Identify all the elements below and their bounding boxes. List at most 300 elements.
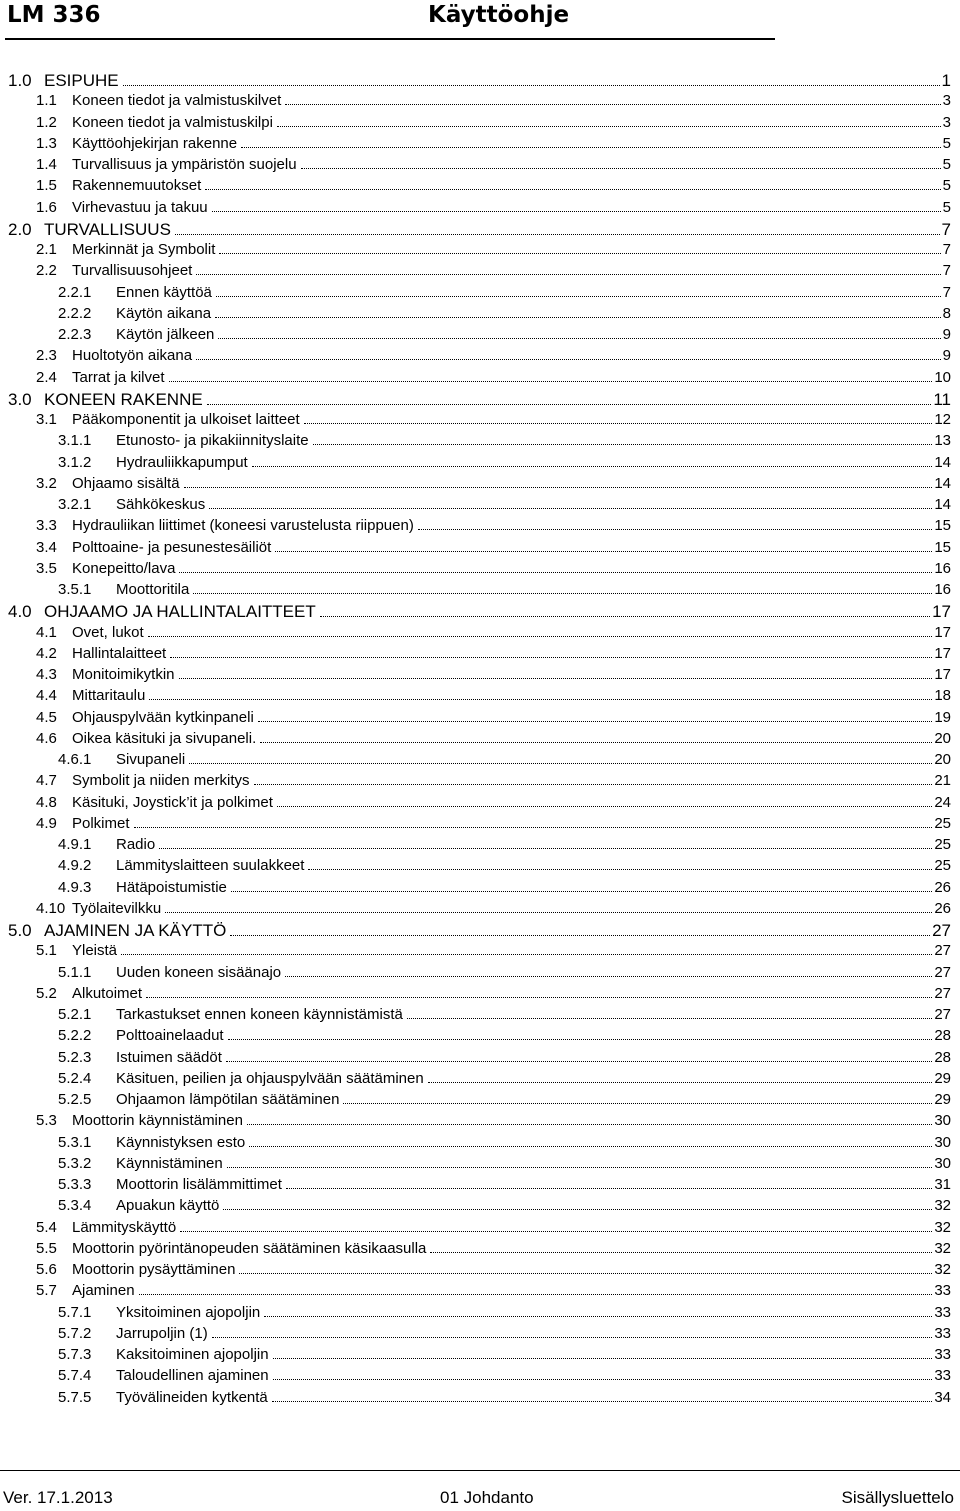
toc-entry-page: 5: [942, 177, 951, 195]
toc-entry-page: 3: [942, 92, 951, 110]
toc-leader-dots: [430, 1241, 932, 1253]
toc-entry-page: 17: [932, 602, 951, 622]
toc-entry-number: 4.3: [36, 666, 57, 683]
toc-leader-dots: [159, 838, 932, 850]
toc-entry-page: 27: [932, 921, 951, 940]
toc-leader-dots: [272, 1390, 933, 1402]
toc-entry[interactable]: [0, 964, 960, 981]
toc-entry-page: 5: [942, 134, 951, 152]
toc-entry-title: Ajaminen: [72, 1282, 135, 1300]
toc-leader-dots: [175, 222, 940, 235]
toc-leader-dots: [189, 753, 932, 765]
toc-entry-title: Työvälineiden kytkentä: [116, 1388, 268, 1406]
toc-entry-page: 25: [934, 857, 951, 875]
toc-entry-page: 33: [934, 1367, 951, 1385]
toc-entry[interactable]: [0, 156, 960, 173]
toc-entry-number: 5.2.2: [58, 1027, 92, 1045]
toc-entry[interactable]: [0, 1346, 960, 1363]
toc-entry-title: OHJAAMO JA HALLINTALAITTEET: [44, 602, 316, 622]
toc-entry-page: 14: [934, 453, 951, 471]
footer-section: Sisällysluettelo: [841, 1488, 954, 1507]
toc-entry[interactable]: [0, 135, 960, 152]
toc-entry-page: 29: [934, 1091, 951, 1108]
toc-entry-title: Ohjaamo sisältä: [72, 474, 180, 492]
toc-entry-number: 5.0: [8, 921, 32, 940]
toc-leader-dots: [228, 1029, 933, 1041]
toc-entry[interactable]: [0, 1027, 960, 1044]
toc-entry[interactable]: [0, 432, 960, 449]
toc-entry[interactable]: [0, 857, 960, 874]
toc-leader-dots: [179, 561, 932, 573]
toc-entry-number: 5.7.3: [58, 1346, 92, 1363]
toc-entry-number: 2.0: [8, 219, 32, 239]
toc-leader-dots: [304, 413, 933, 425]
toc-leader-dots: [149, 689, 932, 701]
toc-entry-number: 5.1: [36, 942, 57, 960]
toc-entry-title: Oikea käsituki ja sivupaneli.: [72, 729, 257, 747]
toc-leader-dots: [134, 816, 933, 828]
toc-entry-title: Käyttöohjekirjan rakenne: [72, 134, 238, 152]
toc-entry-number: 5.2.5: [58, 1091, 92, 1108]
toc-entry-number: 4.4: [36, 687, 57, 705]
toc-leader-dots: [205, 179, 940, 191]
toc-entry-page: 30: [934, 1133, 951, 1151]
toc-leader-dots: [249, 1135, 932, 1147]
toc-entry-title: Käynnistäminen: [116, 1154, 223, 1172]
toc-leader-dots: [428, 1071, 933, 1083]
toc-entry-title: Ohjauspylvään kytkinpaneli: [72, 708, 254, 726]
toc-entry-title: Ennen käyttöä: [116, 283, 212, 301]
toc-leader-dots: [285, 94, 940, 106]
toc-entry-page: 33: [934, 1324, 951, 1342]
footer-chapter: 01 Johdanto: [440, 1488, 534, 1507]
toc-leader-dots: [123, 73, 940, 86]
toc-entry-title: Ovet, lukot: [72, 623, 144, 641]
toc-entry-title: Käsituen, peilien ja ohjauspylvään säätäminen: [116, 1069, 424, 1087]
toc-entry-title: Käsituki, Joystick’it ja polkimet: [72, 793, 273, 811]
toc-entry-number: 4.0: [8, 602, 32, 622]
toc-entry-title: Istuimen säädöt: [116, 1048, 222, 1066]
toc-entry-page: 19: [934, 708, 951, 726]
toc-entry[interactable]: [0, 624, 960, 641]
toc-entry[interactable]: [0, 900, 960, 917]
toc-entry-title: Tarrat ja kilvet: [72, 368, 165, 386]
toc-entry[interactable]: [0, 1240, 960, 1257]
toc-entry[interactable]: [0, 71, 960, 91]
toc-entry-title: Moottorin käynnistäminen: [72, 1112, 243, 1130]
toc-entry-title: AJAMINEN JA KÄYTTÖ: [44, 921, 227, 940]
toc-entry-number: 3.2: [36, 474, 57, 492]
toc-entry-number: 5.5: [36, 1239, 57, 1257]
toc-entry[interactable]: [0, 1261, 960, 1278]
toc-entry-number: 5.3.1: [58, 1133, 92, 1151]
toc-entry-title: Konepeitto/lava: [72, 559, 176, 577]
toc-entry[interactable]: [0, 347, 960, 364]
toc-entry-number: 4.9.2: [58, 857, 92, 875]
toc-entry-title: Koneen tiedot ja valmistuskilvet: [72, 92, 282, 110]
toc-entry-page: 17: [934, 666, 951, 683]
toc-entry-number: 2.1: [36, 241, 57, 258]
toc-entry-page: 27: [934, 1006, 951, 1023]
toc-entry[interactable]: [0, 1367, 960, 1384]
toc-entry-number: 1.3: [36, 134, 57, 152]
toc-entry-page: 30: [934, 1112, 951, 1130]
toc-entry[interactable]: [0, 199, 960, 216]
toc-entry-page: 9: [942, 347, 951, 365]
toc-entry[interactable]: [0, 751, 960, 768]
toc-entry-title: Turvallisuusohjeet: [72, 262, 193, 280]
toc-entry[interactable]: [0, 1325, 960, 1342]
toc-entry-page: 12: [934, 411, 951, 428]
toc-entry[interactable]: [0, 1049, 960, 1066]
toc-entry-page: 32: [934, 1197, 951, 1215]
toc-entry[interactable]: [0, 305, 960, 322]
toc-entry-title: Jarrupoljin (1): [116, 1324, 208, 1342]
toc-entry-number: 5.7.1: [58, 1303, 92, 1321]
toc-entry-page: 10: [934, 368, 951, 386]
toc-entry[interactable]: [0, 177, 960, 194]
toc-entry-title: Käytön jälkeen: [116, 326, 215, 343]
toc-entry-page: 25: [934, 836, 951, 853]
toc-entry-page: 20: [934, 729, 951, 747]
toc-entry-page: 29: [934, 1069, 951, 1087]
toc-entry-title: Moottorin lisälämmittimet: [116, 1176, 282, 1193]
toc-entry-title: Sivupaneli: [116, 751, 186, 768]
toc-entry[interactable]: [0, 772, 960, 789]
toc-entry-page: 13: [934, 432, 951, 450]
toc-leader-dots: [193, 583, 932, 595]
toc-entry-title: KONEEN RAKENNE: [44, 389, 203, 409]
toc-entry-title: Työlaitevilkku: [72, 899, 162, 917]
toc-entry[interactable]: [0, 1282, 960, 1299]
toc-leader-dots: [215, 306, 941, 318]
toc-entry-title: Hydrauliikkapumput: [116, 453, 248, 471]
toc-entry-page: 16: [934, 581, 951, 598]
toc-entry-title: Moottoritila: [116, 581, 190, 598]
toc-entry-title: Hallintalaitteet: [72, 644, 167, 662]
toc-entry-page: 33: [934, 1346, 951, 1363]
toc-leader-dots: [169, 370, 933, 382]
toc-leader-dots: [254, 774, 933, 786]
toc-entry-number: 3.0: [8, 389, 32, 409]
document-title: Käyttöohje: [428, 2, 570, 28]
toc-entry-number: 3.1.1: [58, 432, 92, 450]
toc-entry[interactable]: [0, 390, 960, 410]
toc-entry-number: 1.1: [36, 92, 57, 110]
toc-leader-dots: [343, 1093, 932, 1105]
toc-entry-number: 4.6: [36, 729, 57, 747]
toc-entry-number: 5.7.4: [58, 1367, 92, 1385]
toc-entry-title: Moottorin pyörintänopeuden säätäminen käsikaasulla: [72, 1239, 427, 1257]
toc-entry-number: 5.6: [36, 1261, 57, 1278]
toc-entry-page: 31: [934, 1176, 951, 1193]
toc-entry-number: 5.2.1: [58, 1006, 92, 1023]
toc-entry-title: Polttoainelaadut: [116, 1027, 224, 1045]
toc-entry-number: 4.9: [36, 814, 57, 832]
toc-entry-page: 11: [933, 389, 951, 409]
toc-entry-page: 28: [934, 1027, 951, 1045]
toc-entry[interactable]: [0, 92, 960, 109]
toc-entry-page: 34: [934, 1388, 951, 1406]
toc-entry-page: 7: [942, 283, 951, 301]
toc-entry[interactable]: [0, 454, 960, 471]
toc-leader-dots: [247, 1114, 932, 1126]
toc-entry-title: ESIPUHE: [44, 71, 119, 90]
toc-entry-number: 3.1: [36, 411, 57, 428]
toc-entry-number: 1.0: [8, 71, 32, 90]
toc-entry-page: 17: [934, 623, 951, 641]
toc-entry-page: 1: [941, 71, 951, 90]
toc-entry-title: Tarkastukset ennen koneen käynnistämistä: [116, 1006, 403, 1023]
toc-entry[interactable]: [0, 1006, 960, 1023]
toc-leader-dots: [180, 1220, 932, 1232]
toc-entry-title: Pääkomponentit ja ulkoiset laitteet: [72, 411, 300, 428]
toc-leader-dots: [277, 115, 941, 127]
toc-entry-title: Lämmityslaitteen suulakkeet: [116, 857, 305, 875]
toc-entry-title: Ohjaamon lämpötilan säätäminen: [116, 1091, 340, 1108]
toc-entry-number: 2.2.3: [58, 326, 92, 343]
toc-entry-number: 5.2.3: [58, 1048, 92, 1066]
toc-leader-dots: [146, 986, 932, 998]
toc-entry-title: Lämmityskäyttö: [72, 1218, 177, 1236]
toc-entry[interactable]: [0, 369, 960, 386]
toc-entry-title: Mittaritaulu: [72, 687, 146, 705]
toc-entry[interactable]: [0, 709, 960, 726]
toc-entry-title: Käytön aikana: [116, 304, 212, 322]
toc-leader-dots: [301, 158, 941, 170]
toc-entry-number: 5.4: [36, 1218, 57, 1236]
toc-entry-page: 33: [934, 1303, 951, 1321]
toc-leader-dots: [285, 965, 932, 977]
toc-entry[interactable]: [0, 539, 960, 556]
toc-entry-number: 4.5: [36, 708, 57, 726]
toc-entry[interactable]: [0, 114, 960, 131]
toc-entry[interactable]: [0, 1091, 960, 1108]
toc-entry-number: 4.9.3: [58, 878, 92, 896]
toc-leader-dots: [418, 519, 932, 531]
toc-entry-title: Merkinnät ja Symbolit: [72, 241, 216, 258]
toc-entry[interactable]: [0, 687, 960, 704]
toc-leader-dots: [275, 540, 932, 552]
toc-leader-dots: [226, 1050, 932, 1062]
toc-entry[interactable]: [0, 1112, 960, 1129]
toc-entry[interactable]: [0, 1304, 960, 1321]
toc-entry[interactable]: [0, 942, 960, 959]
toc-entry[interactable]: [0, 1389, 960, 1406]
toc-leader-dots: [209, 498, 932, 510]
toc-entry-number: 5.2: [36, 984, 57, 1002]
toc-entry-number: 5.7.5: [58, 1388, 92, 1406]
toc-entry-number: 4.7: [36, 772, 57, 790]
toc-entry-number: 4.10: [36, 899, 66, 917]
toc-entry-number: 1.2: [36, 113, 57, 131]
toc-entry-page: 15: [934, 538, 951, 556]
toc-leader-dots: [219, 243, 940, 255]
toc-entry-page: 26: [934, 899, 951, 917]
toc-entry[interactable]: [0, 666, 960, 683]
toc-entry-title: Alkutoimet: [72, 984, 143, 1002]
toc-entry-title: Käynnistyksen esto: [116, 1133, 246, 1151]
toc-entry-number: 2.2.1: [58, 283, 92, 301]
toc-entry-number: 5.2.4: [58, 1069, 92, 1087]
toc-leader-dots: [227, 1156, 933, 1168]
page-footer: [0, 1470, 960, 1511]
toc-leader-dots: [260, 731, 932, 743]
toc-leader-dots: [239, 1263, 932, 1275]
toc-leader-dots: [179, 668, 933, 680]
toc-leader-dots: [241, 136, 941, 148]
toc-entry-page: 16: [934, 559, 951, 577]
toc-entry-page: 32: [934, 1261, 951, 1278]
toc-entry[interactable]: [0, 879, 960, 896]
toc-entry-page: 28: [934, 1048, 951, 1066]
toc-entry[interactable]: [0, 241, 960, 258]
toc-entry-number: 2.3: [36, 347, 57, 365]
toc-leader-dots: [184, 476, 933, 488]
toc-leader-dots: [216, 285, 941, 297]
toc-leader-dots: [313, 434, 933, 446]
toc-entry-title: Hydrauliikan liittimet (koneesi varustelusta riippuen): [72, 517, 414, 535]
toc-entry[interactable]: [0, 602, 960, 622]
toc-entry-title: Symbolit ja niiden merkitys: [72, 772, 250, 790]
toc-entry[interactable]: [0, 284, 960, 301]
toc-entry[interactable]: [0, 921, 960, 941]
toc-leader-dots: [212, 200, 941, 212]
toc-entry-title: Virhevastuu ja takuu: [72, 198, 208, 216]
toc-leader-dots: [407, 1008, 932, 1020]
toc-entry-number: 5.3: [36, 1112, 57, 1130]
toc-entry-number: 4.2: [36, 644, 57, 662]
toc-leader-dots: [258, 710, 933, 722]
toc-entry-page: 15: [934, 517, 951, 535]
toc-entry-title: Polttoaine- ja pesunestesäiliöt: [72, 538, 272, 556]
toc-entry[interactable]: [0, 794, 960, 811]
toc-entry-title: Yleistä: [72, 942, 118, 960]
toc-entry-title: Etunosto- ja pikakiinnityslaite: [116, 432, 309, 450]
toc-leader-dots: [308, 859, 932, 871]
toc-entry-page: 32: [934, 1239, 951, 1257]
toc-leader-dots: [212, 1326, 933, 1338]
toc-entry-title: Moottorin pysäyttäminen: [72, 1261, 236, 1278]
toc-entry-page: 30: [934, 1154, 951, 1172]
toc-leader-dots: [218, 328, 940, 340]
toc-entry-number: 5.1.1: [58, 963, 92, 981]
toc-entry[interactable]: [0, 730, 960, 747]
toc-leader-dots: [273, 1369, 933, 1381]
toc-entry-page: 20: [934, 751, 951, 768]
toc-entry[interactable]: [0, 645, 960, 662]
toc-entry[interactable]: [0, 836, 960, 853]
toc-entry-title: Apuakun käyttö: [116, 1197, 220, 1215]
toc-entry-page: 21: [934, 772, 951, 790]
toc-entry-number: 2.2.2: [58, 304, 92, 322]
toc-entry-page: 18: [934, 687, 951, 705]
toc-leader-dots: [148, 625, 933, 637]
toc-entry-number: 3.3: [36, 517, 57, 535]
toc-entry-number: 1.4: [36, 156, 57, 173]
toc-entry-number: 5.7.2: [58, 1324, 92, 1342]
toc-entry-number: 4.9.1: [58, 836, 92, 853]
toc-leader-dots: [223, 1199, 932, 1211]
toc-entry[interactable]: [0, 326, 960, 343]
toc-entry-page: 27: [934, 984, 951, 1002]
toc-leader-dots: [170, 646, 932, 658]
toc-leader-dots: [230, 923, 930, 936]
toc-leader-dots: [320, 604, 930, 617]
toc-entry[interactable]: [0, 1070, 960, 1087]
toc-entry-number: 4.1: [36, 623, 57, 641]
toc-entry-page: 14: [934, 474, 951, 492]
toc-entry[interactable]: [0, 517, 960, 534]
toc-entry-number: 4.6.1: [58, 751, 92, 768]
toc-entry[interactable]: [0, 411, 960, 428]
toc-entry[interactable]: [0, 496, 960, 513]
toc-entry-number: 5.3.2: [58, 1154, 92, 1172]
toc-entry-title: Kaksitoiminen ajopoljin: [116, 1346, 269, 1363]
toc-entry-title: Radio: [116, 836, 156, 853]
toc-entry-title: Huoltotyön aikana: [72, 347, 193, 365]
toc-entry[interactable]: [0, 815, 960, 832]
toc-entry-page: 8: [942, 304, 951, 322]
toc-entry-page: 33: [934, 1282, 951, 1300]
toc-entry-title: Polkimet: [72, 814, 130, 832]
toc-leader-dots: [252, 455, 933, 467]
toc-leader-dots: [231, 880, 932, 892]
toc-entry-page: 27: [934, 942, 951, 960]
toc-entry[interactable]: [0, 1197, 960, 1214]
toc-leader-dots: [286, 1178, 932, 1190]
toc-leader-dots: [139, 1284, 933, 1296]
toc-entry-number: 3.5: [36, 559, 57, 577]
toc-entry-number: 5.3.3: [58, 1176, 92, 1193]
toc-leader-dots: [196, 264, 940, 276]
toc-entry-title: Yksitoiminen ajopoljin: [116, 1303, 261, 1321]
toc-entry-page: 27: [934, 963, 951, 981]
toc-entry[interactable]: [0, 475, 960, 492]
toc-entry-number: 3.4: [36, 538, 57, 556]
toc-entry-page: 25: [934, 814, 951, 832]
toc-entry[interactable]: [0, 220, 960, 240]
toc-entry-number: 2.4: [36, 368, 57, 386]
toc-entry[interactable]: [0, 1176, 960, 1193]
toc-entry-page: 9: [942, 326, 951, 343]
toc-entry[interactable]: [0, 985, 960, 1002]
toc-entry-page: 24: [934, 793, 951, 811]
toc-entry-title: Rakennemuutokset: [72, 177, 202, 195]
toc-entry-page: 7: [942, 241, 951, 258]
toc-entry[interactable]: [0, 262, 960, 279]
toc-entry-page: 17: [934, 644, 951, 662]
toc-entry-number: 4.8: [36, 793, 57, 811]
toc-leader-dots: [196, 349, 941, 361]
toc-entry-page: 5: [942, 198, 951, 216]
toc-entry[interactable]: [0, 1155, 960, 1172]
toc-entry[interactable]: [0, 581, 960, 598]
toc-entry[interactable]: [0, 560, 960, 577]
toc-entry-page: 14: [934, 496, 951, 513]
toc-entry-page: 3: [942, 113, 951, 131]
document-code: LM 336: [7, 2, 101, 28]
toc-leader-dots: [277, 795, 932, 807]
toc-entry-page: 26: [934, 878, 951, 896]
toc-entry-number: 1.5: [36, 177, 57, 195]
toc-entry-number: 1.6: [36, 198, 57, 216]
toc-entry-page: 7: [941, 219, 951, 239]
footer-version: Ver. 17.1.2013: [3, 1488, 113, 1507]
toc-entry[interactable]: [0, 1134, 960, 1151]
toc-entry[interactable]: [0, 1219, 960, 1236]
toc-entry-page: 32: [934, 1218, 951, 1236]
